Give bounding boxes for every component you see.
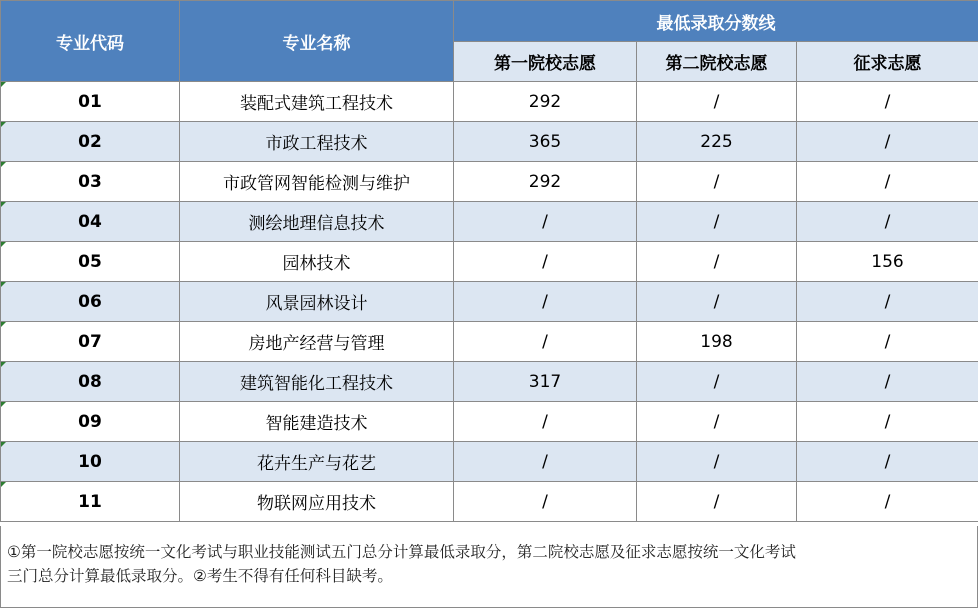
table-row bbox=[1, 402, 978, 442]
row-second-score: / bbox=[637, 402, 797, 442]
row-code-cell bbox=[1, 162, 180, 202]
row-name: 花卉生产与花艺 bbox=[180, 442, 454, 482]
table-row bbox=[1, 482, 978, 522]
table-row bbox=[1, 282, 978, 322]
row-code: 04 bbox=[78, 211, 102, 232]
table-row bbox=[1, 122, 978, 162]
header-major-name: 专业名称 bbox=[180, 1, 454, 82]
row-name: 市政管网智能检测与维护 bbox=[180, 162, 454, 202]
row-code-cell bbox=[1, 482, 180, 522]
row-name: 测绘地理信息技术 bbox=[180, 202, 454, 242]
row-collect-score: / bbox=[797, 362, 978, 402]
row-second-score: 198 bbox=[637, 322, 797, 362]
row-first-score: 292 bbox=[454, 162, 637, 202]
header-min-score-group: 最低录取分数线 bbox=[454, 1, 978, 42]
row-code-cell bbox=[1, 202, 180, 242]
cell-marker-icon bbox=[1, 162, 6, 167]
row-first-score: / bbox=[454, 202, 637, 242]
row-collect-score: 156 bbox=[797, 242, 978, 282]
row-first-score: 317 bbox=[454, 362, 637, 402]
row-code-cell bbox=[1, 82, 180, 122]
row-code: 03 bbox=[78, 171, 102, 192]
row-code-cell bbox=[1, 362, 180, 402]
row-code: 11 bbox=[78, 491, 102, 512]
row-code-cell bbox=[1, 122, 180, 162]
row-name: 装配式建筑工程技术 bbox=[180, 82, 454, 122]
row-name: 园林技术 bbox=[180, 242, 454, 282]
row-collect-score: / bbox=[797, 162, 978, 202]
row-name: 建筑智能化工程技术 bbox=[180, 362, 454, 402]
row-second-score: / bbox=[637, 82, 797, 122]
header-second-choice: 第二院校志愿 bbox=[637, 42, 797, 82]
cell-marker-icon bbox=[1, 242, 6, 247]
row-second-score: / bbox=[637, 162, 797, 202]
row-code: 10 bbox=[78, 451, 102, 472]
row-collect-score: / bbox=[797, 82, 978, 122]
cell-marker-icon bbox=[1, 442, 6, 447]
cell-marker-icon bbox=[1, 282, 6, 287]
row-name: 房地产经营与管理 bbox=[180, 322, 454, 362]
cell-marker-icon bbox=[1, 122, 6, 127]
row-first-score: 292 bbox=[454, 82, 637, 122]
row-code: 05 bbox=[78, 251, 102, 272]
row-second-score: / bbox=[637, 482, 797, 522]
row-code: 08 bbox=[78, 371, 102, 392]
table-row bbox=[1, 82, 978, 122]
row-name: 风景园林设计 bbox=[180, 282, 454, 322]
row-first-score: / bbox=[454, 482, 637, 522]
row-code: 02 bbox=[78, 131, 102, 152]
header-first-choice: 第一院校志愿 bbox=[454, 42, 637, 82]
row-second-score: / bbox=[637, 282, 797, 322]
row-code: 06 bbox=[78, 291, 102, 312]
table-row bbox=[1, 442, 978, 482]
row-first-score: / bbox=[454, 282, 637, 322]
footnote bbox=[0, 526, 978, 608]
cell-marker-icon bbox=[1, 322, 6, 327]
row-code-cell bbox=[1, 442, 180, 482]
row-first-score: 365 bbox=[454, 122, 637, 162]
row-code: 07 bbox=[78, 331, 102, 352]
cell-marker-icon bbox=[1, 362, 6, 367]
row-code-cell bbox=[1, 402, 180, 442]
header-major-code: 专业代码 bbox=[1, 1, 180, 82]
row-collect-score: / bbox=[797, 482, 978, 522]
table-row bbox=[1, 322, 978, 362]
row-second-score: / bbox=[637, 362, 797, 402]
table-row bbox=[1, 242, 978, 282]
footnote-line-2: 三门总分计算最低录取分。②考生不得有任何科目缺考。 bbox=[7, 567, 393, 585]
row-code-cell bbox=[1, 242, 180, 282]
row-first-score: / bbox=[454, 242, 637, 282]
row-code-cell bbox=[1, 322, 180, 362]
row-second-score: / bbox=[637, 242, 797, 282]
row-code-cell bbox=[1, 282, 180, 322]
row-second-score: / bbox=[637, 442, 797, 482]
table-row bbox=[1, 202, 978, 242]
row-second-score: 225 bbox=[637, 122, 797, 162]
table-row bbox=[1, 362, 978, 402]
row-code: 01 bbox=[78, 91, 102, 112]
row-collect-score: / bbox=[797, 442, 978, 482]
row-collect-score: / bbox=[797, 282, 978, 322]
cell-marker-icon bbox=[1, 82, 6, 87]
row-first-score: / bbox=[454, 442, 637, 482]
row-code: 09 bbox=[78, 411, 102, 432]
row-first-score: / bbox=[454, 402, 637, 442]
row-collect-score: / bbox=[797, 202, 978, 242]
row-collect-score: / bbox=[797, 402, 978, 442]
cell-marker-icon bbox=[1, 202, 6, 207]
row-name: 市政工程技术 bbox=[180, 122, 454, 162]
row-collect-score: / bbox=[797, 122, 978, 162]
header-collect-choice: 征求志愿 bbox=[797, 42, 978, 82]
row-name: 物联网应用技术 bbox=[180, 482, 454, 522]
row-collect-score: / bbox=[797, 322, 978, 362]
table-body bbox=[1, 82, 978, 522]
row-second-score: / bbox=[637, 202, 797, 242]
row-name: 智能建造技术 bbox=[180, 402, 454, 442]
cell-marker-icon bbox=[1, 482, 6, 487]
cell-marker-icon bbox=[1, 402, 6, 407]
footnote-line-1: ①第一院校志愿按统一文化考试与职业技能测试五门总分计算最低录取分，第二院校志愿及征求志愿按统一文化考试 bbox=[7, 543, 796, 561]
table-row bbox=[1, 162, 978, 202]
row-first-score: / bbox=[454, 322, 637, 362]
